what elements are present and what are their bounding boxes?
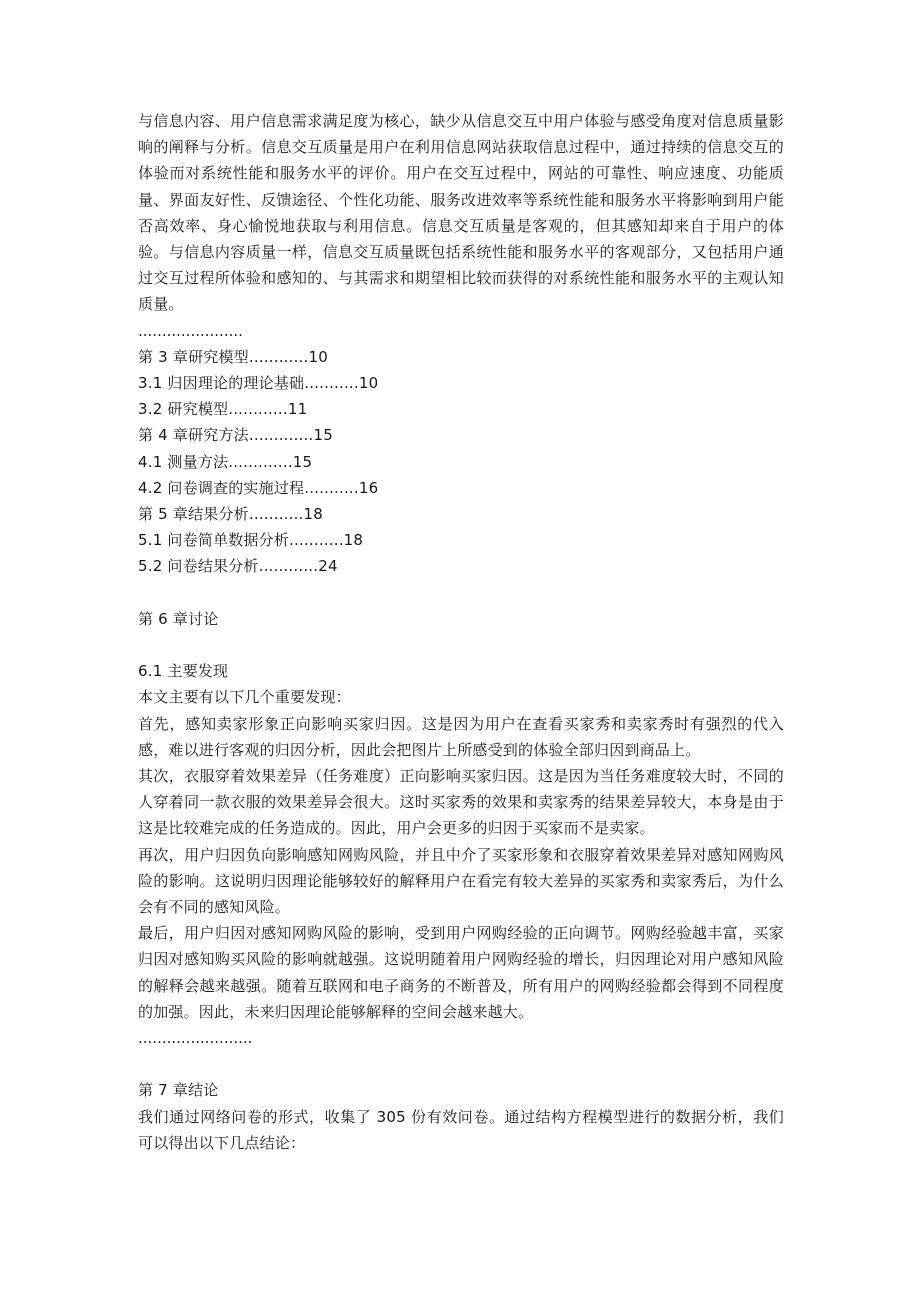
spacer [138, 1051, 784, 1077]
toc-entry-5-2: 5.2 问卷结果分析............24 [138, 557, 338, 576]
toc-entry-4-1: 4.1 测量方法.............15 [138, 452, 313, 471]
intro-paragraph: 与信息内容、用户信息需求满足度为核心，缺少从信息交互中用户体验与感受角度对信息质量影响的阐释与分析。信息交互质量是用户在利用信息网站获取信息过程中，通过持续的信息交互的体验而对系统性能和服务水平的评价。用户在交互过程中，网站的可靠性、响应速度、功能质量、界面友好性、反馈途径、个性化功能、服务改进效率等系统性能和服务水平将影响到用户能否高效率、身心愉悦地获取与利用信息。信息交互质量是客观的，但其感知却来自于用户的体验。与信息内容质量一样，信息交互质量既包括系统性能和服务水平的客观部分，又包括用户通过交互过程所体验和感知的、与其需求和期望相比较而获得的对系统性能和服务水平的主观认知质量。 [138, 112, 784, 314]
chapter-6-heading: 第 6 章讨论 [138, 609, 219, 628]
table-of-contents [138, 344, 784, 580]
toc-entry-4-2: 4.2 问卷调查的实施过程...........16 [138, 478, 379, 497]
spacer [138, 580, 784, 606]
document-page [138, 108, 784, 1156]
finding-paragraph: 其次，衣服穿着效果差异（任务难度）正向影响买家归因。这是因为当任务难度较大时，不同的人穿着同一款衣服的效果差异会很大。这时买家秀的效果和卖家秀的结果差异较大，本身是由于这是比较难完成的任务造成的。因此，用户会更多的归因于买家而不是卖家。 [138, 767, 784, 838]
toc-entry-5-1: 5.1 问卷简单数据分析...........18 [138, 531, 364, 550]
finding-paragraph: 首先，感知卖家形象正向影响买家归因。这是因为用户在查看买家秀和卖家秀时有强烈的代入感，难以进行客观的归因分析，因此会把图片上所感受到的体验全部归因到商品上。 [138, 714, 784, 759]
ellipsis-separator: ........................ [138, 1029, 253, 1048]
conclusion-paragraph: 我们通过网络问卷的形式，收集了 305 份有效问卷。通过结构方程模型进行的数据分析，我们可以得出以下几点结论： [138, 1107, 784, 1152]
section-6-1-heading: 6.1 主要发现 [138, 662, 229, 681]
findings-intro: 本文主要有以下几个重要发现： [138, 688, 351, 707]
ellipsis-separator: ...................... [138, 321, 243, 340]
finding-paragraph: 再次，用户归因负向影响感知网购风险，并且中介了买家形象和衣服穿着效果差异对感知网购风险的影响。这说明归因理论能够较好的解释用户在看完有较大差异的买家秀和卖家秀后，为什么会有不同的感知风险。 [138, 845, 784, 917]
toc-entry-chapter-5: 第 5 章结果分析...........18 [138, 505, 324, 524]
toc-entry-3-1: 3.1 归因理论的理论基础...........10 [138, 374, 379, 393]
toc-entry-chapter-3: 第 3 章研究模型............10 [138, 347, 328, 366]
toc-entry-3-2: 3.2 研究模型............11 [138, 400, 308, 419]
finding-paragraph: 最后，用户归因对感知网购风险的影响，受到用户网购经验的正向调节。网购经验越丰富，买家归因对感知购买风险的影响就越强。这说明随着用户网购经验的增长，归因理论对用户感知风险的解释会越来越强。随着互联网和电子商务的不断普及，所有用户的网购经验都会得到不同程度的加强。因此，未来归因理论能够解释的空间会越来越大。 [138, 924, 784, 1021]
chapter-7-heading: 第 7 章结论 [138, 1081, 219, 1100]
toc-entry-chapter-4: 第 4 章研究方法.............15 [138, 426, 333, 445]
spacer [138, 632, 784, 658]
